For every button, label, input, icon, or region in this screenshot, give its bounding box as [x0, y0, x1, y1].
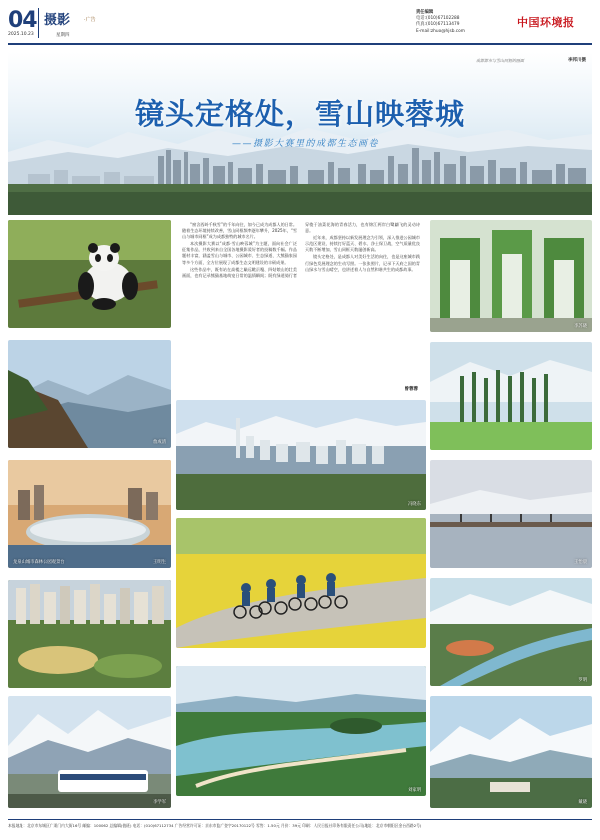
headline: 镜头定格处，雪山映蓉城 [134, 97, 465, 131]
article-paragraph: 镜头定格处，是成都人对美好生活的向往，也是这座城市践行绿色发展理念的生动写照。一张张照片，记录下天府之国的青山绿水与雪山晴空，也讲述着人与自然和谐共生的成都故事。 [305, 254, 420, 272]
imprint-footer: 本报地址：北京市东城区广渠门内大街16号 邮编：100062 总编辑(值班) 电话：(010)67112734 广告经营许可证：京东市监广登字20170122号 零售：1.50元 月价：39元 印刷：人民日报社印务有限责任公司(地址：北京市朝阳区金台西路2号) [8, 823, 422, 828]
lead-article [176, 218, 426, 396]
footer-rule [8, 819, 592, 820]
section-name: 摄影 [44, 13, 71, 28]
hero-photographer: 李邦川摄 [568, 58, 586, 63]
photo-green-arches [430, 220, 592, 332]
contacts-title: 责任编辑 [416, 10, 434, 15]
article-paragraph: 本次摄影大赛以“成都·雪山映蓉城”为主题，面向社会广泛征集作品，共收到来自全国各地摄影爱好者的投稿数千幅。作品题材丰富，涵盖雪山与城市、公园城市、生态绿道、大熊猫家园等多个方面，全方位展现了成都生态文明建设的丰硕成果。 [182, 241, 297, 265]
photo-cyclists [176, 518, 426, 648]
photo-credit: 李苏晓 [574, 324, 587, 329]
editor-contacts [416, 10, 465, 35]
sub-headline: ——摄影大赛里的成都生态画卷 [232, 139, 380, 149]
article-byline: 曾蓉蓉 [404, 387, 418, 392]
photo-credit: 戴晓 [578, 800, 587, 805]
lead-article-body [182, 222, 420, 382]
contact-line: 传真:(010)67113479 [416, 22, 460, 28]
page-header [0, 0, 600, 44]
article-paragraph: 近年来，成都坚持以新发展理念为引领，深入推进公园城市示范区建设，持续打好蓝天、碧水、净土保卫战，空气质量优良天数不断增加，雪山同框天数屡创新高。 [305, 235, 420, 253]
photo-credit: 罗明 [578, 678, 587, 683]
article-paragraph: “窗含西岭千秋雪”的千年向往，如今已成为成都人的日常。随着生态环境持续改善，雪山同框频率逐年攀升，2025年，“雪山与城市同框”成为成都独特的城市名片。 [182, 222, 297, 240]
contact-line: 电话:(010)67102288 [416, 16, 460, 22]
article-paragraph: 这些作品中，既有站在高楼之巅远眺贡嘎、四姑娘山的壮美画面，也有记录熊猫基地萌宠日常的温情瞬间；既有绿道骑行者穿梭于油菜花海的青春活力，也有锦江两岸白鹭翩飞的灵动诗意。 [182, 222, 420, 278]
header-rule [8, 43, 592, 45]
contact-line: E-mail:zhuo@hjsb.com [416, 28, 465, 34]
issue-date: 2025.10.23 [8, 32, 34, 37]
hero-caption: 成都都市与雪山同框的画面 [476, 58, 524, 63]
hero-skyline-illustration [8, 52, 592, 215]
photo-credit: 刘家明 [408, 788, 421, 793]
newspaper-logo: 中国环境报 [517, 16, 575, 29]
photo-city-park [8, 580, 171, 688]
photo-credit: 冯晓东 [408, 502, 421, 507]
issue-weekday: 星期四 [56, 33, 70, 38]
photo-caption: 龙泉山城市森林公园观景台 [13, 560, 65, 565]
photo-river-canal [430, 578, 592, 686]
photo-forest-mountains [430, 342, 592, 450]
photo-credit: 王明生 [153, 560, 166, 565]
photo-city-skyline [176, 400, 426, 510]
page-number: 04 [8, 8, 37, 33]
photo-tram-mountains [8, 696, 171, 808]
photo-lake-pier [430, 460, 592, 568]
photo-credit: 王怡晨 [574, 560, 587, 565]
photo-credit: 詹成清 [153, 440, 166, 445]
header-divider [38, 8, 39, 38]
photo-wetland-park [176, 666, 426, 796]
photo-mountain-view [8, 340, 171, 448]
photo-snowy-peaks [430, 696, 592, 808]
section-subtitle: ·广告 [84, 17, 96, 23]
photo-park-architecture [8, 460, 171, 568]
photo-panda [8, 220, 171, 328]
hero-panorama [8, 52, 592, 215]
photo-credit: 李学军 [153, 800, 166, 805]
